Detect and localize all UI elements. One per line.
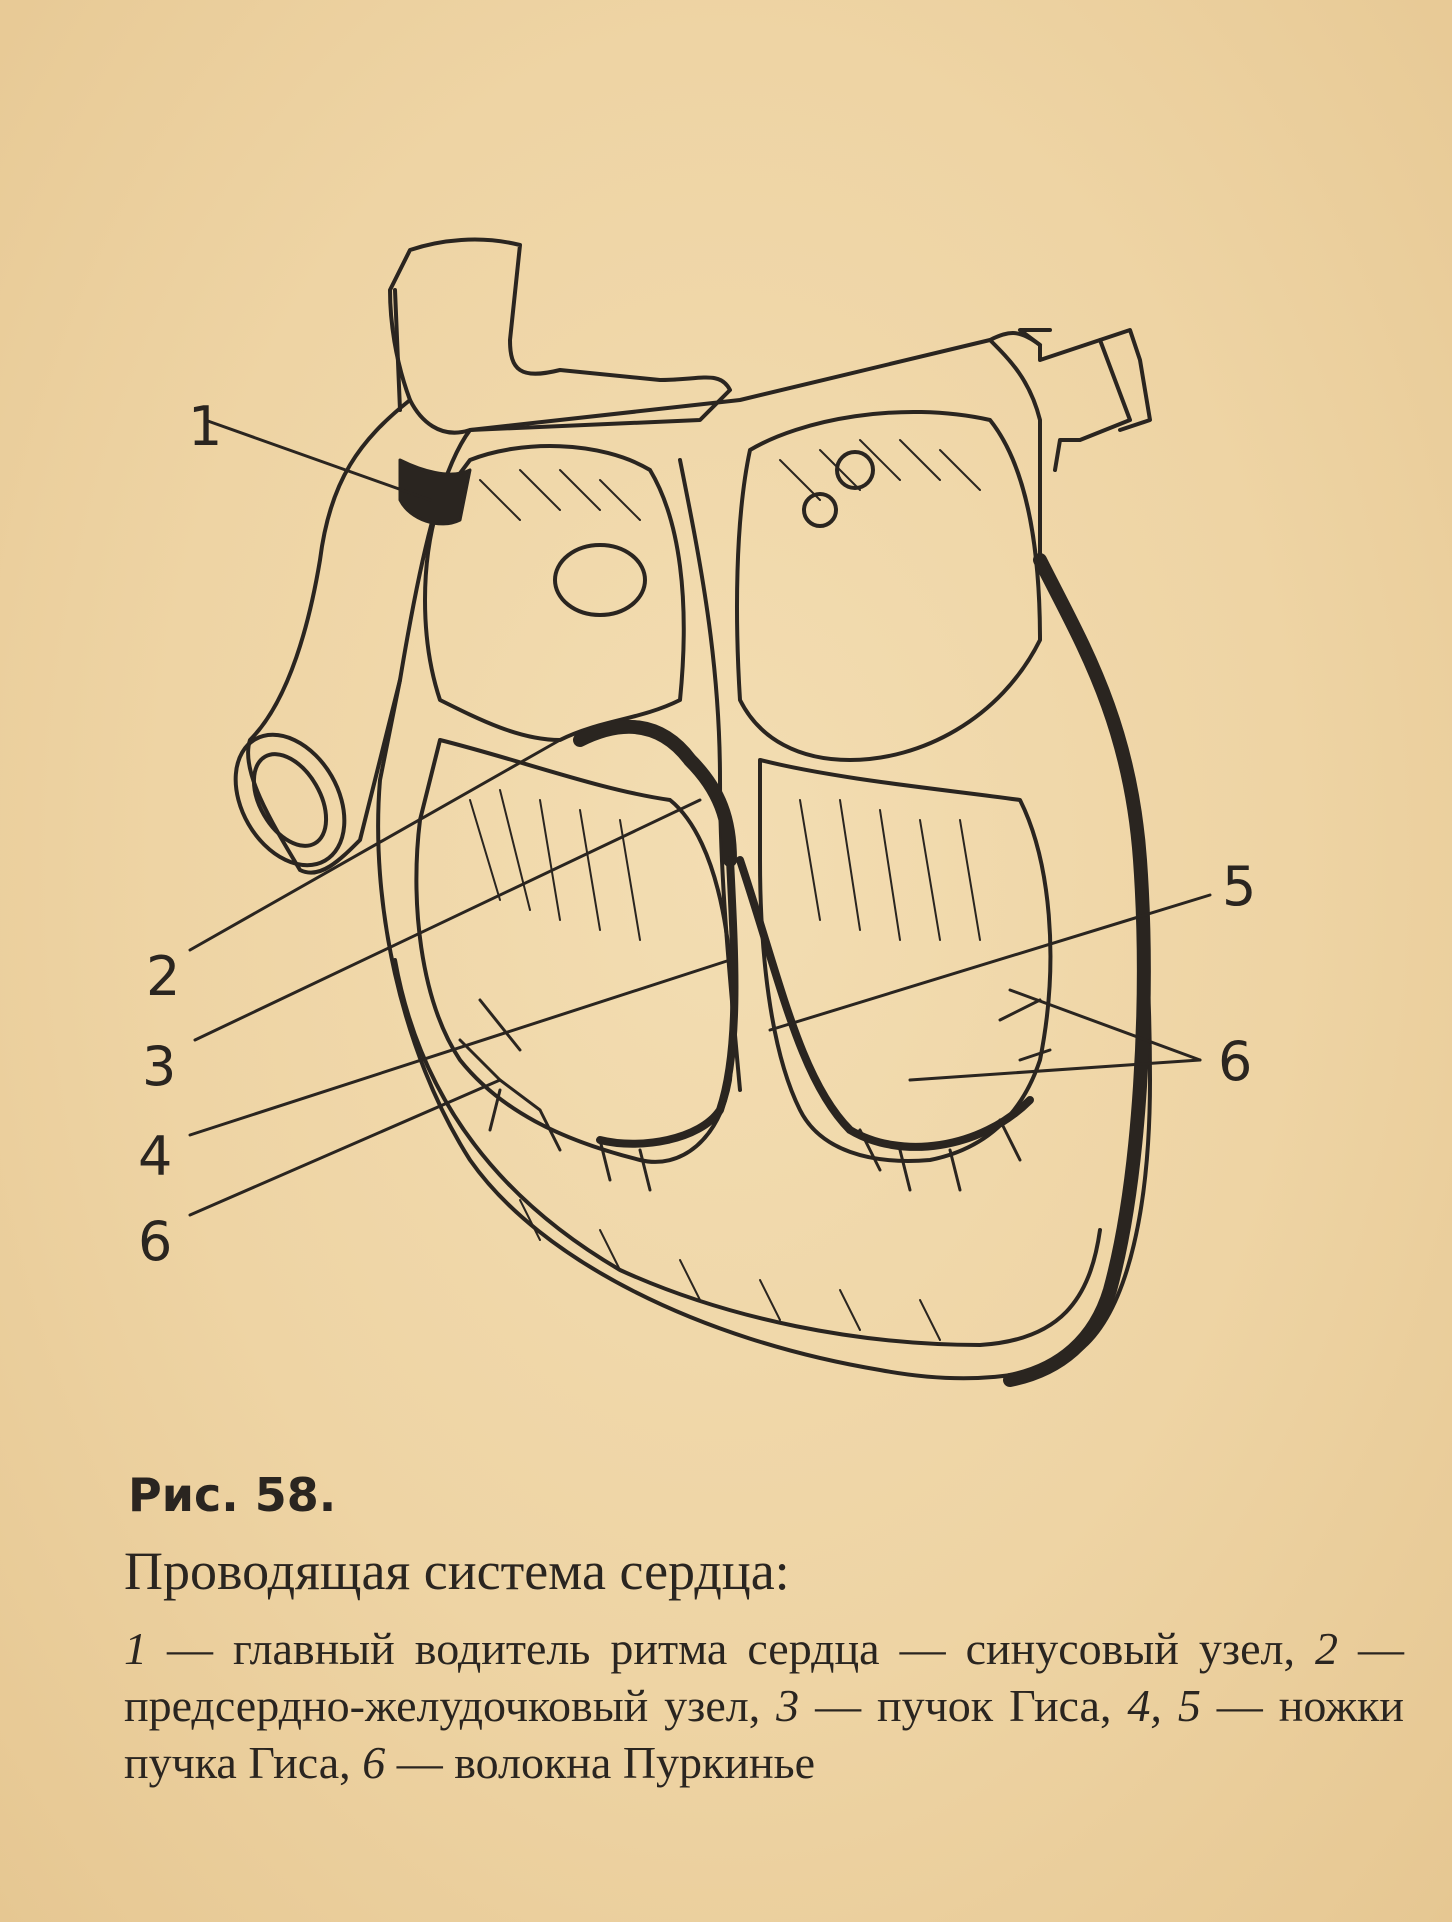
leader-3 <box>195 800 700 1040</box>
legend-num-3: 3 <box>776 1680 800 1731</box>
inferior-vena-cava <box>213 715 366 884</box>
ventricle-wall-thick <box>1010 560 1144 1380</box>
right-ventricle-cavity <box>416 740 732 1162</box>
left-bundle-branch <box>600 860 734 1144</box>
label-6-right: 6 <box>1218 1030 1253 1093</box>
superior-vena-cava <box>390 240 730 433</box>
legend-text-1: — главный водитель ритма сердца — синусовый узел, <box>147 1623 1315 1674</box>
legend-text-2: — предсердно-желудочковый узел, <box>124 1623 1404 1731</box>
left-atrium-cavity <box>737 412 1040 760</box>
legend-num-2: 2 <box>1314 1623 1338 1674</box>
right-bundle-branch <box>740 860 1030 1147</box>
label-6-left: 6 <box>138 1210 173 1273</box>
leader-2 <box>190 740 560 950</box>
leader-1 <box>205 420 430 500</box>
pulmonary-veins <box>990 333 1130 470</box>
leader-6-right-a <box>1010 990 1200 1060</box>
label-4: 4 <box>138 1125 173 1188</box>
leader-4 <box>190 960 730 1135</box>
legend-num-4-5: 4, 5 <box>1127 1680 1201 1731</box>
purkinje-fibers <box>460 1000 1050 1190</box>
leader-6-right-b <box>910 1060 1200 1080</box>
figure-legend <box>124 1620 1404 1791</box>
av-node-his-bundle <box>580 727 730 860</box>
figure-number: Рис. 58. <box>128 1468 337 1522</box>
figure-title: Проводящая система сердца: <box>124 1541 790 1601</box>
legend-text-4-5: — ножки пучка Гиса, <box>124 1680 1404 1788</box>
label-2: 2 <box>146 945 181 1008</box>
label-1: 1 <box>188 395 223 458</box>
pulmonary-vein-opening <box>837 452 873 488</box>
legend-text-3: — пучок Гиса, <box>799 1680 1128 1731</box>
legend-num-6: 6 <box>362 1737 386 1788</box>
ventricle-inner-line <box>395 960 1100 1345</box>
label-5: 5 <box>1222 855 1257 918</box>
heart-outline <box>378 340 1150 1378</box>
legend-text-6: — волокна Пуркинье <box>385 1737 816 1788</box>
right-atrium <box>248 400 410 873</box>
leader-6-left <box>190 1080 500 1215</box>
legend-num-1: 1 <box>124 1623 147 1674</box>
label-3: 3 <box>142 1035 177 1098</box>
